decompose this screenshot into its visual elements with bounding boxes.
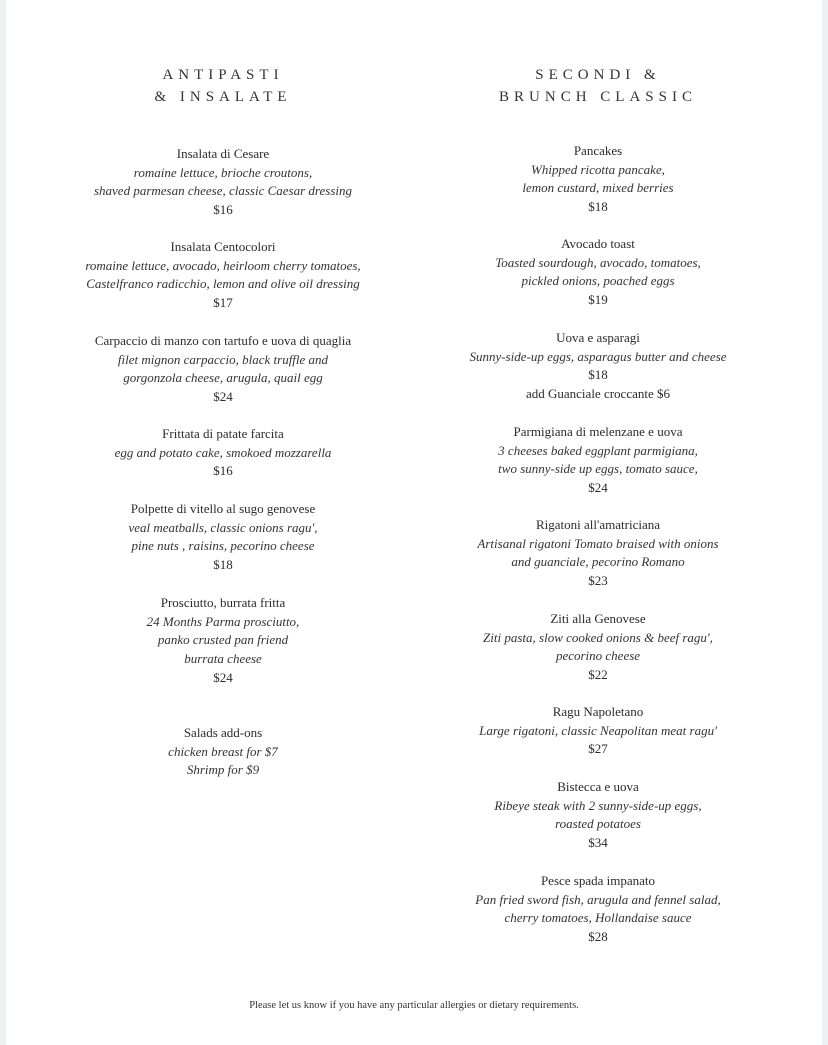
item-price: $24	[213, 669, 233, 685]
menu-item	[64, 425, 382, 481]
item-description: burrata cheese	[184, 651, 262, 667]
item-description: Ziti pasta, slow cooked onions & beef ragu',	[483, 629, 713, 645]
menu-item	[64, 145, 382, 220]
menu-item	[448, 872, 748, 947]
item-description: Shrimp for $9	[186, 762, 260, 778]
item-name: Insalata Centocolori	[170, 239, 276, 254]
item-price: $17	[213, 295, 233, 311]
item-price: $18	[588, 367, 608, 383]
item-description: 24 Months Parma prosciutto,	[146, 613, 300, 629]
item-name: Carpaccio di manzo con tartufo e uova di quaglia	[94, 333, 352, 348]
item-price: $22	[588, 667, 608, 683]
item-name: Rigatoni all'amatriciana	[536, 517, 660, 532]
menu-item	[64, 594, 382, 688]
item-description: cherry tomatoes, Hollandaise sauce	[504, 910, 692, 926]
item-description: pickled onions, poached eggs	[521, 273, 675, 289]
menu-item	[448, 235, 748, 310]
item-description: Whipped ricotta pancake,	[531, 161, 665, 177]
item-price: $18	[213, 557, 233, 573]
item-name: Bistecca e uova	[557, 779, 639, 794]
item-price: $24	[588, 480, 608, 496]
menu-item	[448, 610, 748, 685]
item-description: Pan fried sword fish, arugula and fennel salad,	[475, 891, 721, 907]
item-name: Polpette di vitello al sugo genovese	[130, 501, 316, 516]
item-price: $34	[588, 835, 608, 851]
menu-item	[448, 703, 748, 759]
item-name: Frittata di patate farcita	[162, 426, 284, 441]
item-price: $27	[588, 741, 608, 757]
item-name: Prosciutto, burrata fritta	[160, 595, 286, 610]
salad-add-ons	[64, 724, 382, 780]
item-price: $18	[588, 199, 608, 215]
item-description: pecorino cheese	[555, 648, 641, 664]
item-price: $24	[213, 389, 233, 405]
section-title-line: ANTIPASTI	[162, 67, 284, 83]
menu-item	[448, 778, 748, 853]
item-description: romaine lettuce, brioche croutons,	[133, 164, 313, 180]
item-description: Castelfranco radicchio, lemon and olive oil dressing	[86, 276, 360, 292]
section-title-line: SECONDI &	[535, 67, 661, 83]
item-description: lemon custard, mixed berries	[522, 180, 674, 196]
menu-item	[448, 516, 748, 591]
item-description: Sunny-side-up eggs, asparagus butter and cheese	[469, 348, 727, 364]
item-name: Uova e asparagi	[556, 330, 640, 345]
page-margin-left	[0, 0, 6, 1045]
section-title-antipasti	[64, 64, 382, 108]
section-title-line: BRUNCH CLASSIC	[499, 89, 697, 105]
item-price: $16	[213, 202, 233, 218]
item-description: romaine lettuce, avocado, heirloom cherry tomatoes,	[85, 257, 361, 273]
item-name: Salads add-ons	[183, 725, 263, 740]
item-name: Pancakes	[573, 143, 623, 158]
item-description: gorgonzola cheese, arugula, quail egg	[123, 370, 323, 386]
menu-item	[64, 332, 382, 407]
item-name: Ziti alla Genovese	[550, 611, 646, 626]
item-description: roasted potatoes	[555, 816, 641, 832]
menu-item	[448, 423, 748, 498]
item-description: pine nuts , raisins, pecorino cheese	[131, 538, 315, 554]
item-price: $16	[213, 463, 233, 479]
item-add-on: add Guanciale croccante $6	[525, 386, 670, 402]
section-title-secondi	[448, 64, 748, 108]
item-description: two sunny-side up eggs, tomato sauce,	[498, 461, 698, 477]
item-description: shaved parmesan cheese, classic Caesar dressing	[93, 183, 353, 199]
page-margin-right	[822, 0, 828, 1045]
item-price: $28	[588, 929, 608, 945]
item-description: panko crusted pan friend	[157, 632, 289, 648]
item-description: 3 cheeses baked eggplant parmigiana,	[498, 442, 698, 458]
menu-item	[448, 329, 748, 404]
item-name: Insalata di Cesare	[176, 146, 270, 161]
menu-item	[448, 142, 748, 217]
menu-item	[64, 238, 382, 313]
item-name: Pesce spada impanato	[540, 873, 656, 888]
item-description: veal meatballs, classic onions ragu',	[128, 519, 318, 535]
item-name: Ragu Napoletano	[552, 704, 644, 719]
item-name: Parmigiana di melenzane e uova	[513, 424, 683, 439]
item-description: and guanciale, pecorino Romano	[511, 554, 685, 570]
item-description: Toasted sourdough, avocado, tomatoes,	[495, 254, 701, 270]
item-price: $19	[588, 292, 608, 308]
item-description: Large rigatoni, classic Neapolitan meat ragu'	[479, 722, 717, 738]
item-description: Ribeye steak with 2 sunny-side-up eggs,	[494, 797, 702, 813]
menu-item	[64, 500, 382, 575]
section-title-line: & INSALATE	[154, 89, 292, 105]
item-description: Artisanal rigatoni Tomato braised with onions	[477, 535, 719, 551]
item-name: Avocado toast	[561, 236, 635, 251]
allergy-note: Please let us know if you have any particular allergies or dietary requirements.	[249, 1000, 579, 1011]
item-description: filet mignon carpaccio, black truffle and	[117, 351, 329, 367]
item-description: egg and potato cake, smokoed mozzarella	[114, 444, 332, 460]
item-price: $23	[588, 573, 608, 589]
item-description: chicken breast for $7	[168, 743, 278, 759]
